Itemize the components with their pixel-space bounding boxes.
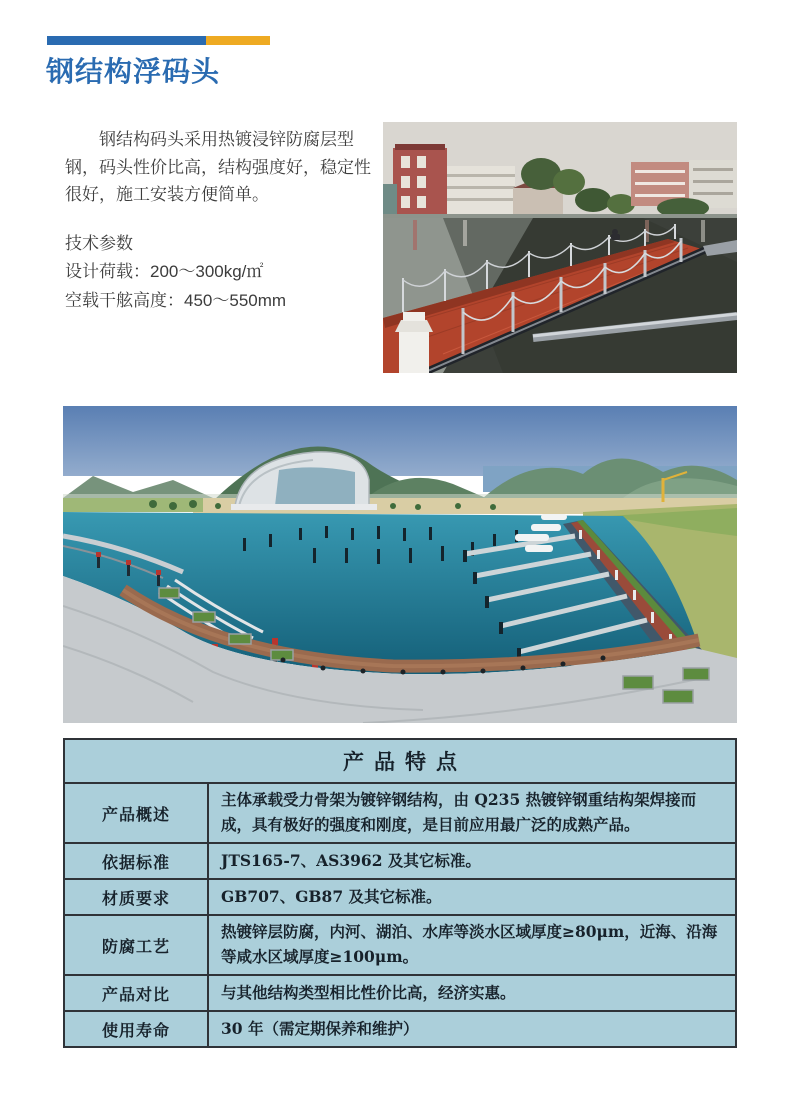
feature-value: 与其他结构类型相比性价比高，经济实惠。 xyxy=(208,975,736,1011)
dock-photo xyxy=(383,122,737,373)
accent-bar-yellow xyxy=(206,36,270,45)
tech-params-heading: 技术参数 xyxy=(65,234,133,253)
feature-row xyxy=(64,915,736,975)
accent-bar-blue xyxy=(47,36,206,45)
features-table-header-row xyxy=(64,739,736,783)
feature-label: 依据标准 xyxy=(64,843,208,879)
feature-row xyxy=(64,879,736,915)
features-table xyxy=(63,738,737,1048)
feature-value: 30 年（需定期保养和维护） xyxy=(208,1011,736,1047)
feature-value: JTS165-7、AS3962 及其它标准。 xyxy=(208,843,736,879)
intro-paragraph: 钢结构码头采用热镀浸锌防腐层型钢，码头性价比高，结构强度好，稳定性很好，施工安装方便简单。 xyxy=(65,130,371,205)
feature-label: 防腐工艺 xyxy=(64,915,208,975)
page-title: 钢结构浮码头 xyxy=(46,56,221,87)
feature-row xyxy=(64,1011,736,1047)
tech-params xyxy=(65,231,286,316)
marina-photo xyxy=(63,406,737,723)
features-table-title: 产品特点 xyxy=(64,739,736,783)
feature-value: GB707、GB87 及其它标准。 xyxy=(208,879,736,915)
tech-freeboard: 空载干舷高度：450～550mm xyxy=(65,290,287,310)
feature-label: 产品对比 xyxy=(64,975,208,1011)
feature-row xyxy=(64,975,736,1011)
tech-design-load: 设计荷载：200～300kg/㎡ xyxy=(65,262,264,282)
feature-value: 热镀锌层防腐，内河、湖泊、水库等淡水区域厚度≥80μm，近海、沿海等咸水区域厚度≥100μm。 xyxy=(208,915,736,975)
feature-label: 使用寿命 xyxy=(64,1011,208,1047)
feature-row xyxy=(64,843,736,879)
feature-label: 产品概述 xyxy=(64,783,208,843)
feature-row xyxy=(64,783,736,843)
feature-value: 主体承载受力骨架为镀锌钢结构，由 Q235 热镀锌钢重结构架焊接而成，具有极好的强度和刚度，是目前应用最广泛的成熟产品。 xyxy=(208,783,736,843)
accent-bar xyxy=(47,36,270,45)
feature-label: 材质要求 xyxy=(64,879,208,915)
